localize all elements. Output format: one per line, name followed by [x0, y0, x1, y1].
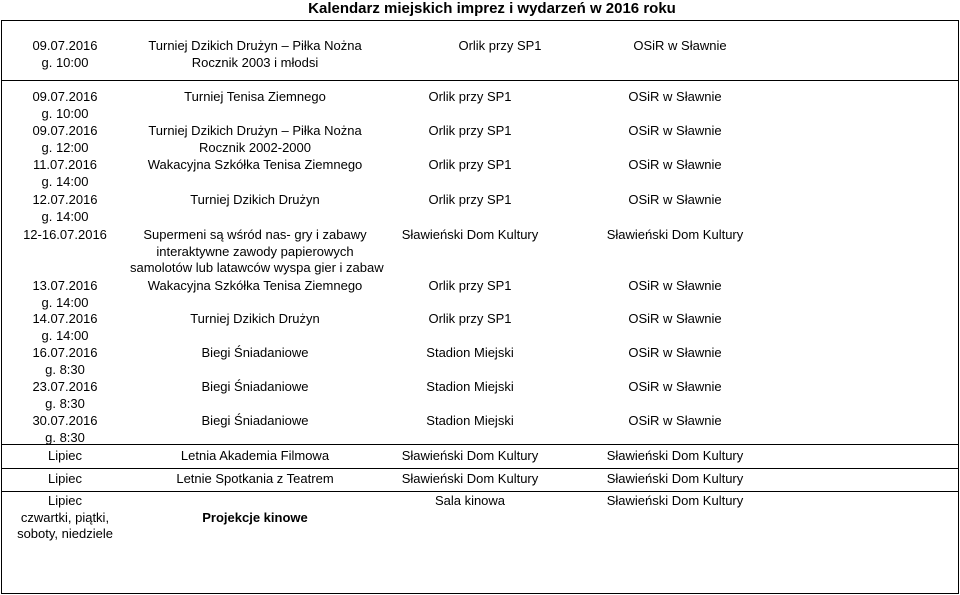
table-row: [20, 379, 110, 412]
date-cell: 23.07.2016: [32, 379, 98, 394]
organizer-cell: OSiR w Sławnie: [628, 89, 722, 104]
organizer-cell: OSiR w Sławnie: [628, 379, 722, 394]
place-cell: Orlik przy SP1: [458, 38, 542, 53]
date-cell: 13.07.2016: [32, 278, 98, 293]
place-cell: Sławieński Dom Kultury: [401, 448, 539, 463]
event-cell: Turniej Dzikich Drużyn – Piłka Nożna Rocznik 2002-2000: [148, 123, 362, 155]
table-row: [20, 278, 110, 311]
organizer-cell: Sławieński Dom Kultury: [606, 448, 744, 463]
event-cell: Letnie Spotkania z Teatrem: [176, 471, 334, 486]
place-cell: Stadion Miejski: [426, 345, 514, 360]
event-cell: Biegi Śniadaniowe: [201, 413, 309, 428]
event-cell: Turniej Tenisa Ziemnego: [184, 89, 326, 104]
date-cell: 11.07.2016: [32, 157, 98, 172]
table-row: [20, 311, 110, 344]
event-cell: Turniej Dzikich Drużyn: [190, 311, 320, 326]
table-row: [5, 493, 125, 543]
table-row: [20, 89, 110, 122]
event-cell: Supermeni są wśród nas- gry i zabawy interaktywne zawody papierowych samolotów lub latawców wyspa gier i zabaw: [130, 227, 384, 275]
time-cell: g. 14:00: [41, 208, 89, 224]
date-cell: Lipiec: [48, 493, 82, 508]
date-cell: 30.07.2016: [32, 413, 98, 428]
place-cell: Stadion Miejski: [426, 379, 514, 394]
organizer-cell: OSiR w Sławnie: [628, 311, 722, 326]
table-row: [20, 38, 110, 71]
time-cell: g. 10:00: [41, 105, 89, 121]
organizer-cell: Sławieński Dom Kultury: [606, 471, 744, 486]
event-cell: Wakacyjna Szkółka Tenisa Ziemnego: [147, 278, 363, 293]
time-cell: g. 14:00: [41, 294, 89, 310]
date-cell: Lipiec: [48, 448, 82, 463]
place-cell: Sala kinowa: [434, 493, 506, 508]
organizer-cell: OSiR w Sławnie: [633, 38, 727, 53]
organizer-cell: OSiR w Sławnie: [628, 278, 722, 293]
document-title-text: Kalendarz miejskich imprez i wydarzeń w 2016 roku: [308, 0, 676, 17]
event-cell: Projekcje kinowe: [202, 510, 308, 525]
organizer-cell: OSiR w Sławnie: [628, 413, 722, 428]
table-row: [20, 471, 110, 488]
organizer-cell: Sławieński Dom Kultury: [606, 493, 744, 508]
organizer-cell: OSiR w Sławnie: [628, 192, 722, 207]
event-cell: Wakacyjna Szkółka Tenisa Ziemnego: [147, 157, 363, 172]
document-title: [0, 0, 960, 18]
place-cell: Orlik przy SP1: [428, 157, 512, 172]
place-cell: Sławieński Dom Kultury: [401, 227, 539, 242]
date-cell: 12-16.07.2016: [23, 227, 107, 242]
place-cell: Orlik przy SP1: [428, 89, 512, 104]
time-cell: g. 10:00: [41, 54, 89, 70]
days-cell: czwartki, piątki,: [20, 509, 110, 525]
table-row: [10, 227, 120, 244]
place-cell: Stadion Miejski: [426, 413, 514, 428]
time-cell: g. 14:00: [41, 327, 89, 343]
organizer-cell: OSiR w Sławnie: [628, 157, 722, 172]
date-cell: 16.07.2016: [32, 345, 98, 360]
organizer-cell: OSiR w Sławnie: [628, 345, 722, 360]
time-cell: g. 8:30: [45, 361, 85, 377]
event-cell: Biegi Śniadaniowe: [201, 379, 309, 394]
table-row: [20, 448, 110, 465]
time-cell: g. 8:30: [45, 429, 85, 445]
date-cell: 14.07.2016: [32, 311, 98, 326]
event-cell: Turniej Dzikich Drużyn – Piłka Nożna Rocznik 2003 i młodsi: [148, 38, 362, 70]
place-cell: Sławieński Dom Kultury: [401, 471, 539, 486]
event-cell: Turniej Dzikich Drużyn: [190, 192, 320, 207]
table-row: [20, 157, 110, 190]
place-cell: Orlik przy SP1: [428, 311, 512, 326]
place-cell: Orlik przy SP1: [428, 278, 512, 293]
organizer-cell: Sławieński Dom Kultury: [606, 227, 744, 242]
days-cell: soboty, niedziele: [17, 526, 113, 541]
date-cell: 09.07.2016: [32, 38, 98, 53]
table-row: [20, 192, 110, 225]
time-cell: g. 8:30: [45, 395, 85, 411]
event-cell: Letnia Akademia Filmowa: [180, 448, 330, 463]
event-cell: Biegi Śniadaniowe: [201, 345, 309, 360]
place-cell: Orlik przy SP1: [428, 192, 512, 207]
table-row: [20, 345, 110, 378]
organizer-cell: OSiR w Sławnie: [628, 123, 722, 138]
date-cell: 12.07.2016: [32, 192, 98, 207]
time-cell: g. 12:00: [41, 139, 89, 155]
table-row: [20, 123, 110, 156]
time-cell: g. 14:00: [41, 173, 89, 189]
place-cell: Orlik przy SP1: [428, 123, 512, 138]
table-row: [20, 413, 110, 446]
date-cell: Lipiec: [48, 471, 82, 486]
date-cell: 09.07.2016: [32, 123, 98, 138]
date-cell: 09.07.2016: [32, 89, 98, 104]
